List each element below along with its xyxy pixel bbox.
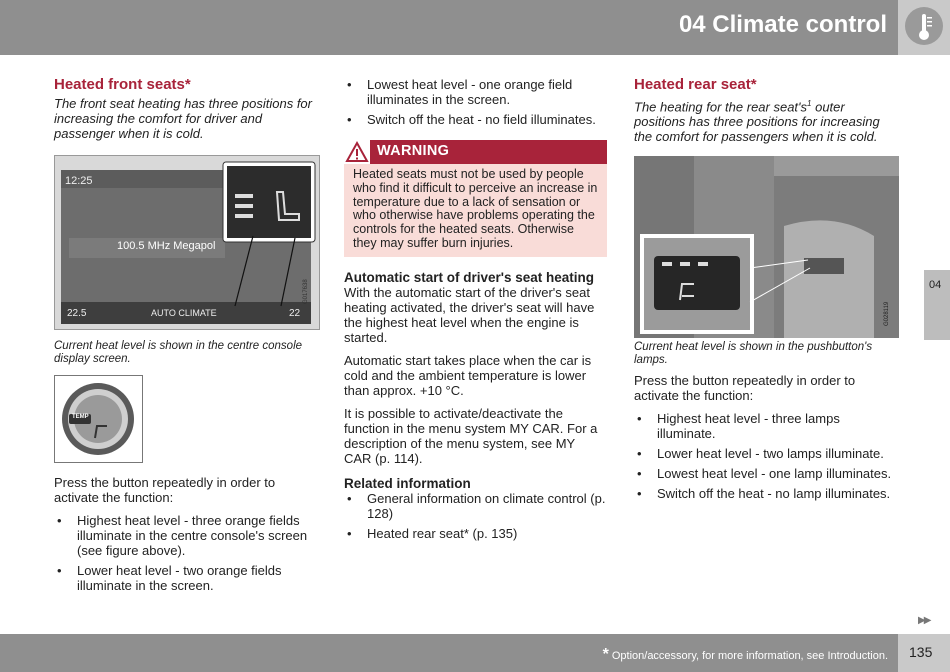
console-screen-figure: [54, 155, 320, 330]
warning-triangle-icon: [344, 140, 370, 164]
screen-climate-label: AUTO CLIMATE: [151, 308, 217, 318]
warning-header: [344, 140, 607, 164]
front-heat-levels-list-cont: [344, 77, 606, 127]
related-link[interactable]: • General information on climate control (p. 128): [344, 491, 606, 521]
list-item: • Lowest heat level - one lamp illuminates.: [634, 466, 896, 481]
auto-start-heading: Automatic start of driver's seat heating: [344, 270, 595, 285]
list-item: • Highest heat level - three lamps illuminate.: [634, 411, 896, 441]
rear-seat-caption: Current heat level is shown in the pushbutton's lamps.: [634, 341, 873, 366]
page-number-box: [898, 634, 950, 672]
console-screen-caption: Current heat level is shown in the centre console display screen.: [54, 340, 303, 365]
front-seats-intro: The front seat heating has three positions for increasing the comfort for driver and passenger when it is cold.: [54, 96, 312, 141]
seat-heat-icon: [905, 7, 943, 45]
warning-label: WARNING: [377, 143, 450, 159]
left-caption-block: [54, 340, 316, 366]
list-item: • Lowest heat level - one orange field illuminates in the screen.: [344, 77, 606, 107]
heated-rear-seat-heading: Heated rear seat*: [634, 76, 757, 93]
screen-time: 12:25: [65, 175, 93, 187]
warning-box: [344, 140, 607, 257]
middle-column: [344, 77, 606, 132]
page-number: 135: [909, 644, 933, 660]
list-item: • Highest heat level - three orange fields illuminate in the centre console's screen (see figure above).: [54, 513, 312, 558]
auto-start-para-1: With the automatic start of the driver's seat heating activated, the driver's seat will have the highest heat level when the engine is started.: [344, 285, 595, 345]
chapter-side-tab[interactable]: [924, 270, 950, 340]
page-footer: [0, 634, 950, 672]
screen-temp-right: 22: [289, 308, 301, 319]
auto-start-para-2: Automatic start takes place when the car is cold and the ambient temperature is lower than approx. +10 °C.: [344, 353, 592, 398]
chapter-icon-box: [898, 0, 950, 55]
screen-figure-code: G017638: [303, 279, 309, 304]
chapter-title: 04 Climate control: [678, 11, 887, 38]
rear-heat-levels-list: [634, 411, 896, 501]
auto-start-block: [344, 270, 606, 546]
warning-text: Heated seats must not be used by people who find it difficult to perceive an increase in temperature due to a lack of sensation or who otherwise have problems operating the controls for the heated seats. Otherwise they may suffer burn injuries.: [353, 167, 598, 250]
temp-knob-figure: [54, 375, 143, 463]
auto-start-para-3: It is possible to activate/deactivate the function in the menu system MY CAR. For a description of the menu system, see MY CAR (p. 114).: [344, 406, 598, 466]
heated-front-seats-heading: Heated front seats*: [54, 76, 191, 93]
footer-note: * Option/accessory, for more information, see Introduction.: [602, 646, 888, 663]
rear-body-text: Press the button repeatedly in order to activate the function:: [634, 373, 856, 403]
double-chevron-right-icon[interactable]: ▶▶: [918, 615, 930, 626]
right-column: [634, 77, 896, 144]
related-link[interactable]: • Heated rear seat* (p. 135): [344, 526, 606, 541]
related-info-heading: Related information: [344, 476, 471, 491]
list-item: • Switch off the heat - no field illuminates.: [344, 112, 606, 127]
front-heat-levels-list: [54, 513, 312, 593]
screen-radio: 100.5 MHz Megapol: [117, 240, 216, 252]
list-item: • Lower heat level - two orange fields illuminate in the screen.: [54, 563, 312, 593]
left-body-block: [54, 475, 312, 598]
related-info-list: [344, 491, 606, 541]
screen-temp-left: 22.5: [67, 308, 87, 319]
side-tab-label: 04: [929, 279, 942, 291]
right-body-block: [634, 341, 896, 506]
rear-seat-button-figure: [634, 156, 899, 338]
list-item: • Switch off the heat - no lamp illuminates.: [634, 486, 896, 501]
chapter-header: [0, 0, 950, 55]
rear-figure-code: G028119: [884, 301, 890, 326]
temp-knob-label: TEMP: [72, 414, 89, 420]
list-item: • Lower heat level - two lamps illuminate.: [634, 446, 896, 461]
rear-seat-intro: The heating for the rear $seat's^1$ outer positions has three positions for increasing the comfort for passengers when it is cold.: [634, 99, 880, 145]
front-body-text: Press the button repeatedly in order to activate the function:: [54, 475, 276, 505]
left-column: [54, 77, 316, 141]
